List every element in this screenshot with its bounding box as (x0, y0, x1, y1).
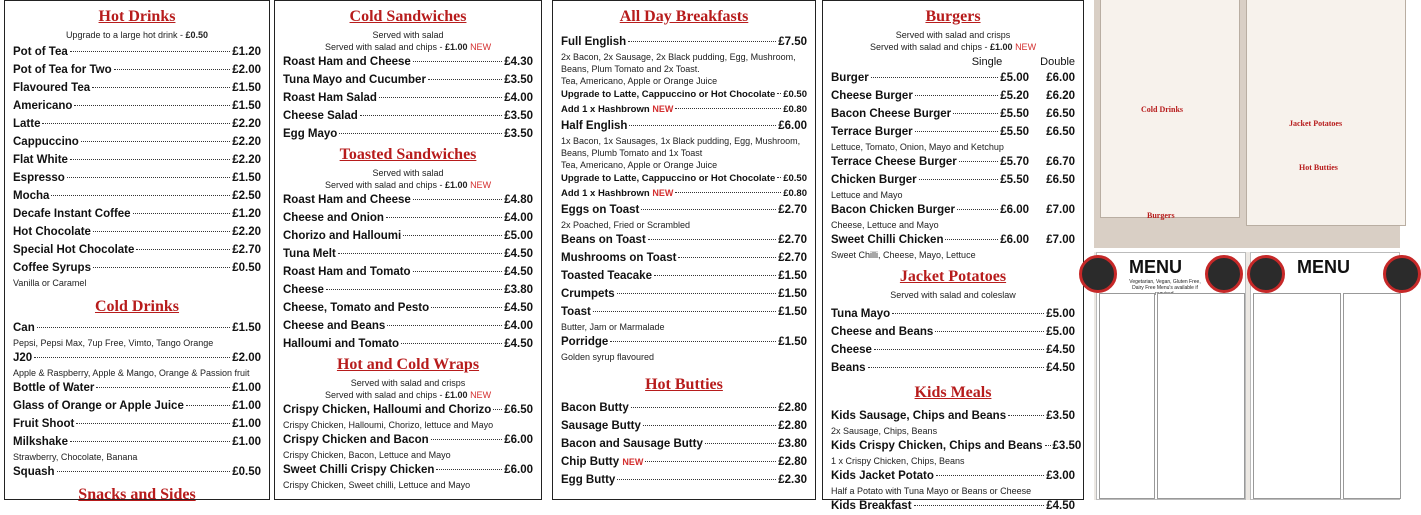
menu-item: Special Hot Chocolate £2.70 (13, 244, 261, 256)
menu-item: Pot of Tea £1.20 (13, 46, 261, 58)
menu-item: Toast £1.50 (561, 306, 807, 318)
cafe-logo (1383, 255, 1421, 293)
photo-menu-title: MENU (1129, 257, 1182, 277)
menu-item: Bottle of Water £1.00 (13, 382, 261, 394)
menu-item: Beans on Toast £2.70 (561, 234, 807, 246)
menu-item: Egg Mayo £3.50 (283, 128, 533, 140)
menu-item: Cappuccino £2.20 (13, 136, 261, 148)
menu-item: Crispy Chicken, Halloumi and Chorizo £6.50 (283, 404, 533, 416)
menu-item: Cheese and Beans £4.00 (283, 320, 533, 332)
menu-item: Eggs on Toast £2.70 (561, 204, 807, 216)
menu-item: Cheese, Tomato and Pesto £4.50 (283, 302, 533, 314)
menu-item: Kids Crispy Chicken, Chips and Beans £3.50 (831, 440, 1082, 452)
menu-panel-burgers (822, 0, 1084, 512)
menu-item: Kids Breakfast £4.50 (831, 500, 1075, 512)
menu-item: Latte £2.20 (13, 118, 261, 130)
item-description: 2x Bacon, 2x Sausage, 2x Black pudding, Egg, Mushroom, (561, 52, 796, 62)
menu-item: Sweet Chilli Crispy Chicken £6.00 (283, 464, 533, 476)
menu-item: Espresso £1.50 (13, 172, 261, 184)
menu-item: Halloumi and Tomato £4.50 (283, 338, 533, 350)
menu-item: Half English £6.00 (561, 120, 807, 132)
menu-item: Flavoured Tea £1.50 (13, 82, 261, 94)
upgrade-row: Upgrade to Latte, Cappuccino or Hot Chocolate £0.50 (561, 173, 807, 184)
menu-item: Tuna Melt £4.50 (283, 248, 533, 260)
cafe-logo (1247, 255, 1285, 293)
section-title-snacks: Snacks and Sides (78, 486, 196, 503)
menu-item: Hot Chocolate £2.20 (13, 226, 261, 238)
toasted-sandwich-list (283, 191, 533, 353)
item-description: Crispy Chicken, Bacon, Lettuce and Mayo (283, 450, 451, 460)
hot-drinks-list (13, 43, 261, 277)
menu-item: Chip Butty NEW £2.80 (561, 456, 807, 468)
menu-item: Kids Sausage, Chips and Beans £3.50 (831, 410, 1075, 422)
menu-item: Americano £1.50 (13, 100, 261, 112)
item-description: 2x Poached, Fried or Scrambled (561, 220, 691, 230)
menu-item: Can £1.50 (13, 322, 261, 334)
section-title-toasted-sandwiches: Toasted Sandwiches (339, 146, 477, 163)
item-description: Beans, Plum Tomato and 2x Toast. (561, 64, 700, 74)
section-note: Served with salad and crisps (350, 378, 466, 388)
photo-page-right (1246, 0, 1406, 226)
menu-item: Coffee Syrups £0.50 (13, 262, 261, 274)
menu-item: Roast Ham and Cheese £4.30 (283, 56, 533, 68)
photo-heading-jacket: Jacket Potatoes (1289, 119, 1343, 128)
menu-item: Roast Ham and Tomato £4.50 (283, 266, 533, 278)
menu-item: Sweet Chilli Chicken £6.00 £7.00 (831, 234, 1075, 246)
photo-column (1157, 293, 1245, 499)
menu-panel-sandwiches (274, 0, 542, 500)
item-description: Tea, Americano, Apple or Orange Juice (561, 76, 718, 86)
menu-panel-drinks (4, 0, 270, 503)
section-note: Served with salad and chips - £1.00 NEW (324, 42, 492, 52)
menu-item: Bacon Chicken Burger £6.00 £7.00 (831, 204, 1075, 216)
photo-menu-title: MENU (1297, 257, 1350, 277)
menu-item: Roast Ham and Cheese £4.80 (283, 194, 533, 206)
menu-item: Mocha £2.50 (13, 190, 261, 202)
photo-column (1253, 293, 1341, 499)
item-description: Tea, Americano, Apple or Orange Juice (561, 160, 718, 170)
section-title-hot-drinks: Hot Drinks (98, 8, 176, 25)
section-note: Served with salad and chips - £1.00 NEW (324, 180, 492, 190)
photo-heading-hot-butties: Hot Butties (1299, 163, 1338, 172)
menu-item: Tuna Mayo and Cucumber £3.50 (283, 74, 533, 86)
menu-item: Glass of Orange or Apple Juice £1.00 (13, 400, 261, 412)
section-title-kids-meals: Kids Meals (914, 384, 992, 401)
section-title-cold-sandwiches: Cold Sandwiches (349, 8, 467, 25)
photo-sheet-left (1096, 252, 1246, 500)
menu-item: Pot of Tea for Two £2.00 (13, 64, 261, 76)
section-note: Served with salad and crisps (895, 30, 1011, 40)
cafe-logo (1079, 255, 1117, 293)
menu-item: Chicken Burger £5.50 £6.50 (831, 174, 1075, 186)
menu-item: Tuna Mayo £5.00 (831, 308, 1075, 320)
hashbrown-row: Add 1 x Hashbrown NEW £0.80 (561, 104, 807, 115)
menu-item: Cheese £3.80 (283, 284, 533, 296)
photo-sheet-right (1250, 252, 1400, 500)
section-title-cold-drinks: Cold Drinks (94, 298, 180, 315)
photo-veg-note: Vegetarian, Vegan, Gluten Free, Dairy Free Menu's available if (1129, 279, 1201, 291)
menu-item: Cheese Burger £5.20 £6.20 (831, 90, 1075, 102)
menu-item: Cheese and Onion £4.00 (283, 212, 533, 224)
menu-item: Milkshake £1.00 (13, 436, 261, 448)
menu-item: Beans £4.50 (831, 362, 1075, 374)
item-description: Golden syrup flavoured (561, 352, 655, 362)
jacket-list (831, 305, 1075, 377)
photo-heading-cold-drinks: Cold Drinks (1141, 105, 1184, 114)
menu-item: Crumpets £1.50 (561, 288, 807, 300)
section-title-wraps: Hot and Cold Wraps (336, 356, 480, 373)
hot-drinks-note: Upgrade to a large hot drink - £0.50 (65, 30, 209, 40)
item-description: Crispy Chicken, Halloumi, Chorizo, lettuce and Mayo (283, 420, 494, 430)
menu-item: Porridge £1.50 (561, 336, 807, 348)
menu-item: Cheese and Beans £5.00 (831, 326, 1075, 338)
syrup-description: Vanilla or Caramel (13, 278, 87, 288)
item-description: Sweet Chilli, Cheese, Mayo, Lettuce (831, 250, 976, 260)
item-description: Apple & Raspberry, Apple & Mango, Orange & Passion fruit (13, 368, 250, 378)
menu-item: Kids Jacket Potato £3.00 (831, 470, 1075, 482)
item-description: 1 x Crispy Chicken, Chips, Beans (831, 456, 965, 466)
section-note: Served with salad (372, 168, 444, 178)
menu-item: Terrace Burger £5.50 £6.50 (831, 126, 1075, 138)
cafe-logo (1205, 255, 1243, 293)
menu-item: Crispy Chicken and Bacon £6.00 (283, 434, 533, 446)
menu-item: Flat White £2.20 (13, 154, 261, 166)
burger-column-headers: Single Double (971, 56, 1075, 68)
upgrade-row: Upgrade to Latte, Cappuccino or Hot Chocolate £0.50 (561, 89, 807, 100)
menu-item: J20 £2.00 (13, 352, 261, 364)
section-note: Served with salad and coleslaw (890, 290, 1016, 300)
item-description: 2x Sausage, Chips, Beans (831, 426, 938, 436)
section-title-hot-butties: Hot Butties (645, 376, 723, 393)
menu-item: Egg Butty £2.30 (561, 474, 807, 486)
item-description: Pepsi, Pepsi Max, 7up Free, Vimto, Tango Orange (13, 338, 214, 348)
menu-item: Mushrooms on Toast £2.70 (561, 252, 807, 264)
menu-item: Cheese £4.50 (831, 344, 1075, 356)
menu-item: Bacon Butty £2.80 (561, 402, 807, 414)
item-description: Half a Potato with Tuna Mayo or Beans or Cheese (831, 486, 1032, 496)
menu-item: Fruit Shoot £1.00 (13, 418, 261, 430)
section-note: Served with salad (372, 30, 444, 40)
menu-panel-breakfasts (552, 0, 816, 500)
section-title-breakfasts: All Day Breakfasts (619, 8, 749, 25)
item-description: Lettuce and Mayo (831, 190, 903, 200)
menu-item: Chorizo and Halloumi £5.00 (283, 230, 533, 242)
hashbrown-row: Add 1 x Hashbrown NEW £0.80 (561, 188, 807, 199)
item-description: Butter, Jam or Marmalade (561, 322, 665, 332)
menu-item: Cheese Salad £3.50 (283, 110, 533, 122)
item-description: 1x Bacon, 1x Sausages, 1x Black pudding, Egg, Mushroom, (561, 136, 801, 146)
menu-item: Terrace Cheese Burger £5.70 £6.70 (831, 156, 1075, 168)
item-description: Lettuce, Tomato, Onion, Mayo and Ketchup (831, 142, 1004, 152)
menu-item: Roast Ham Salad £4.00 (283, 92, 533, 104)
item-description: Beans, Plumb Tomato and 1x Toast (561, 148, 703, 158)
photo-heading-burgers: Burgers (1147, 211, 1175, 220)
section-note: Served with salad and chips - £1.00 NEW (869, 42, 1037, 52)
photo-page-left (1100, 0, 1240, 218)
menu-item: Squash £0.50 (13, 466, 261, 478)
menu-item: Burger £5.00 £6.00 (831, 72, 1075, 84)
item-description: Strawberry, Chocolate, Banana (13, 452, 138, 462)
cold-sandwich-list (283, 53, 533, 143)
menu-photo-full-sheets (1094, 252, 1400, 500)
menu-item: Sausage Butty £2.80 (561, 420, 807, 432)
item-description: Cheese, Lettuce and Mayo (831, 220, 939, 230)
menu-item: Toasted Teacake £1.50 (561, 270, 807, 282)
section-note: Served with salad and chips - £1.00 NEW (324, 390, 492, 400)
item-description: Crispy Chicken, Sweet chilli, Lettuce and Mayo (283, 480, 471, 490)
menu-photo-closeup (1094, 0, 1400, 248)
section-title-burgers: Burgers (925, 8, 981, 25)
menu-item: Decafe Instant Coffee £1.20 (13, 208, 261, 220)
photo-column (1099, 293, 1155, 499)
photo-column (1343, 293, 1401, 499)
menu-item: Full English £7.50 (561, 36, 807, 48)
menu-item: Bacon Cheese Burger £5.50 £6.50 (831, 108, 1075, 120)
menu-item: Bacon and Sausage Butty £3.80 (561, 438, 807, 450)
section-title-jacket-potatoes: Jacket Potatoes (899, 268, 1007, 285)
